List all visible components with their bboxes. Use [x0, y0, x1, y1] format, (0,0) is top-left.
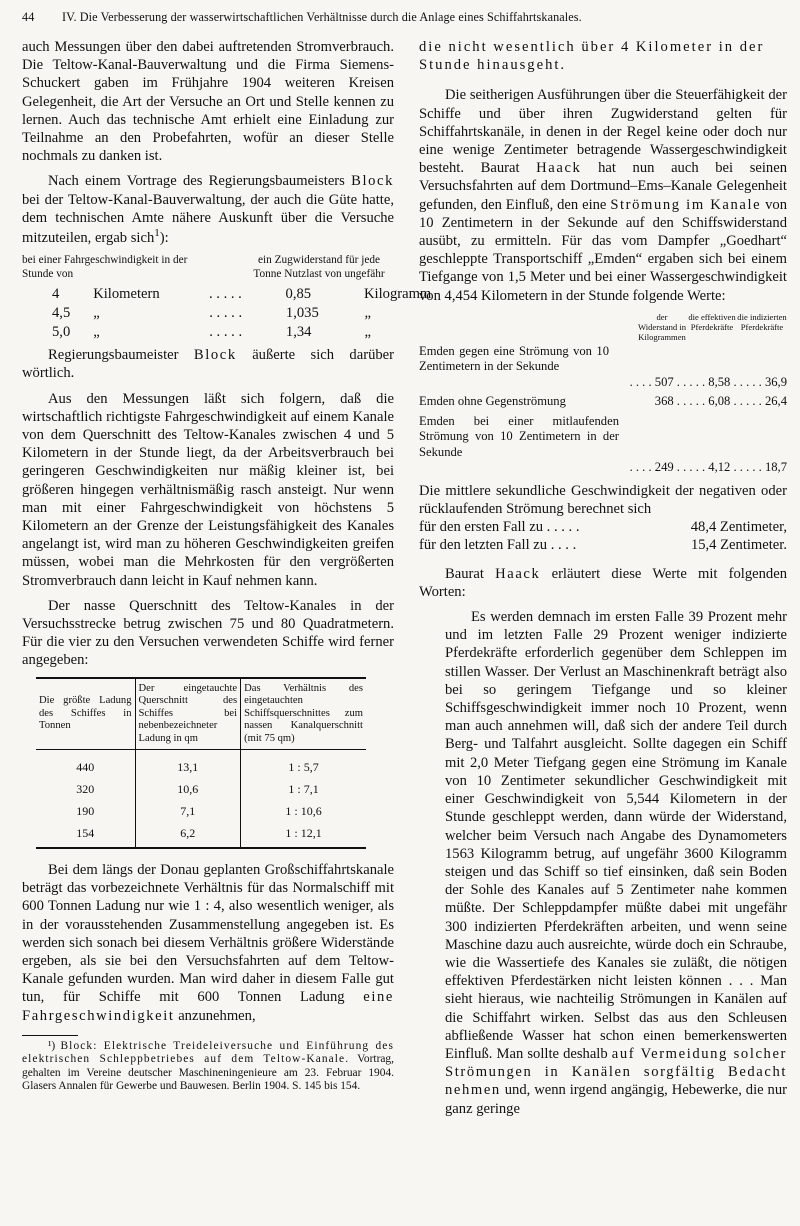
- row-values: 368 . . . . . 6,08 . . . . . 26,4: [654, 394, 787, 409]
- text: Nach einem Vortrage des Regierungsbaumeisters: [48, 173, 345, 190]
- page-number: 44: [22, 10, 35, 24]
- paragraph: [22, 172, 394, 247]
- result-label: für den ersten Fall zu . . . . .: [419, 519, 580, 536]
- text: äußerte sich darüber wörtlich.: [22, 347, 394, 382]
- paragraph: Die mittlere sekundliche Geschwindigkeit der negativen oder rücklaufenden Strömung berechnet sich: [419, 482, 787, 518]
- table-cell: 7,1: [135, 800, 241, 822]
- speed-header: bei einer Fahrgeschwindigkeit in der Stunde von: [22, 254, 188, 280]
- table-cell: 1 : 10,6: [241, 800, 366, 822]
- emphasis: Strömung im Kanale: [610, 196, 762, 213]
- table-header-cell: die indizierten Pferdekräfte: [737, 311, 787, 332]
- paragraph: Der nasse Querschnitt des Teltow-Kanales in der Versuchsstrecke betrug zwischen 75 und 80 Quadratmetern. Für die vier zu den Versuchen verwendeten Schiffe wird ferner angegeben:: [22, 597, 394, 669]
- speed-unit: „: [93, 305, 100, 322]
- page-header: [22, 10, 782, 32]
- author-name: Block: [193, 347, 237, 364]
- resistance-value: 0,85: [285, 286, 312, 303]
- table-cell: 440: [76, 760, 95, 775]
- leader-dots: . . . . .: [208, 286, 242, 303]
- text: bei der Teltow-Kanal-Bauverwaltung, der auch die Güte hatte, dem technischen Amte nähere Auskunft über die Versuche mitzuteilen, ergab sich: [22, 191, 394, 246]
- table-row: [36, 778, 366, 800]
- table-cell: 10,6: [135, 778, 241, 800]
- left-column: [22, 38, 432, 1101]
- text: Es werden demnach im ersten Falle 39 Prozent mehr und im letzten Falle 29 Prozent weniger indizierte Pferdekräfte erforderlich gegenüber dem Schleppen im stillen Wasser. Der Verlust an Maschinenkraft beträgt also bei so geringem Tiefgange und so kleiner Schiffsgeschwindigkeit immer noch 10 Prozent, wenn man auch annehmen will, daß sich der andere Teil durch Berg- und Talfahrt ausgleicht. Sollte dagegen ein Schiff mit 2,0 Meter Tiefgang gegen eine Strömung im Kanale von 10 Zentimeter sekundlicher Geschwindigkeit mit einer Geschwindigkeit von 5,544 Kilometern in der Stunde geschleppt werden, dann würde der Widerstand, welcher beim Versuch nach Angabe des Dynamometers 1563 Kilogramm betrug, auf ungefähr 3600 Kilogramm steigen und das Schiff so tief einsinken, daß sein Boden der Sohle des Kanales auf 5 Zentimeter nahe kommen müßte. Der Schleppdampfer müßte dabei mit ungefähr 300 indizierten Pferdekräften arbeiten, und wenn seine Maschine dazu auch ausreichte, würde doch ein Schraube, wie die Wassertiefe des Kanales sie zuläßt, die nötigen effektiven Pferdestärken nicht leisten können . . . Man sieht hieraus, wie nachteilig Strömungen in Kanälen auf die Schiffahrt wirken. Selbst das aus den Schleusen abfließende Wasser hat schon einen bemerkenswerten Einfluß. Man sollte deshalb: [445, 609, 787, 1062]
- table-row: [419, 414, 787, 476]
- table-header-row: [36, 678, 366, 750]
- paragraph: die nicht wesentlich über 4 Kilometer in der Stunde hinausgeht.: [419, 39, 765, 74]
- resistance-unit: Kilogramm: [364, 286, 432, 303]
- row-values: . . . . 507 . . . . . 8,58 . . . . . 36,9: [629, 374, 787, 389]
- table-header-cell: Der eingetauchte Querschnitt des Schiffes bei nebenbezeichneter Ladung in qm: [135, 678, 241, 750]
- table-row: [36, 800, 366, 822]
- resistance-unit: „: [364, 324, 372, 341]
- footnote-mark: ¹): [48, 1039, 56, 1052]
- speed-unit: „: [93, 324, 100, 341]
- text: erläutert diese Werte mit folgenden Worten:: [419, 565, 787, 600]
- measurement-row: [22, 323, 394, 342]
- table-header-cell: die effektiven Pferdekräfte: [688, 311, 736, 332]
- paragraph: [419, 86, 787, 304]
- table-cell: 190: [76, 804, 95, 819]
- text: Baurat: [445, 565, 484, 582]
- table-row: [36, 822, 366, 848]
- paragraph: [22, 861, 394, 1025]
- text: hat nun auch bei seinen Versuchsfahrten auf dem Dortmund–Ems–Kanale Gelegenheit gefunden, den Einfluß, den eine: [419, 160, 787, 213]
- measurement-row: [22, 285, 432, 304]
- speed-unit: Kilometern: [93, 286, 160, 303]
- row-label: Emden bei einer mitlaufenden Strömung von 10 Zentimetern in der Sekunde: [419, 413, 619, 459]
- table-cell: 1 : 7,1: [241, 778, 366, 800]
- table-cell: 1 : 5,7: [241, 750, 366, 779]
- text: ):: [159, 229, 169, 246]
- footnote: [22, 1040, 394, 1094]
- author-name: Haack: [536, 160, 582, 177]
- emphasis: eine Fahrgeschwindigkeit: [22, 989, 394, 1024]
- table-row: [419, 394, 787, 410]
- right-column: [419, 38, 787, 1125]
- table-cell: 1 : 12,1: [241, 822, 366, 848]
- row-label: Emden gegen eine Strömung von 10 Zentimetern in der Sekunde: [419, 343, 609, 374]
- row-values: . . . . 249 . . . . . 4,12 . . . . . 18,7: [629, 460, 787, 475]
- result-label: für den letzten Fall zu . . . .: [419, 537, 577, 554]
- ship-table: [36, 677, 366, 850]
- emphasis: auf Vermeidung solcher Strömungen in Kanälen sorgfältig Bedacht nehmen: [445, 1045, 787, 1099]
- text: Die seitherigen Ausführungen über die Steuerfähigkeit der Schiffe und über ihren Zugwiderstand gelten für Schiffahrtskanäle, in denen in der Regel keine oder doch nur eine wenige Zentimeter betragende Wassergeschwindigkeit besteht. Baurat: [419, 87, 787, 177]
- table-header-cell: der Widerstand in Kilogrammen: [637, 311, 687, 342]
- result-value: 48,4 Zentimeter,: [690, 519, 787, 536]
- footnote-title: Block: Elektrische Treideleiversuche und Einführung des elektrischen Schleppbetriebes auf dem Teltow-Kanale.: [22, 1039, 394, 1066]
- row-label: Emden ohne Gegenströmung: [419, 394, 566, 409]
- results-table: [419, 344, 787, 476]
- author-name: Block: [351, 173, 394, 190]
- paragraph: [22, 346, 394, 382]
- text: Bei dem längs der Donau geplanten Großschiffahrtskanale beträgt das vorbezeichnete Verhältnis für das Normalschiff mit 600 Tonnen Ladung nur wie 1 : 4, also wesentlich weniger, als in der vorausstehenden Zusammenstellung angegeben ist. Es werden sich sonach bei diesem Verhältnis größere Widerstände ergeben, als sie bei den Versuchsfahrten auf dem Teltow-Kanale gefunden wurden. Man wird daher in diesem Falle gut tun, für Schiffe mit 600 Tonnen Ladung: [22, 862, 394, 1006]
- measurement-list: [22, 285, 432, 342]
- speed-value: 4,5: [52, 305, 71, 322]
- footnote-ref: 1: [154, 227, 160, 240]
- text: von 10 Zentimetern in der Sekunde auf den Schiffswiderstand ausübt, zu ermitteln. Für das vom Dampfer „Goedhart“ geschleppte Transportschiff „Emden“ ergaben sich bei einem Tiefgange von 1,5 Meter und bei einer Wassergeschwindigkeit von 4,454 Kilometern in der Stunde folgende Werte:: [419, 196, 787, 304]
- text: und, wenn irgend angängig, Hebewerke, die nur ganz geringe: [445, 1082, 787, 1117]
- table-cell: 6,2: [135, 822, 241, 848]
- resistance-value: 1,035: [285, 305, 319, 322]
- table-cell: 13,1: [135, 750, 241, 779]
- text: Regierungsbaumeister: [48, 347, 179, 364]
- resistance-unit: „: [364, 305, 372, 322]
- leader-dots: . . . . .: [209, 324, 243, 341]
- footnote-divider: [22, 1035, 78, 1036]
- paragraph: auch Messungen über den dabei auftretenden Stromverbrauch. Die Teltow-Kanal-Bauverwaltung und die Firma Siemens-Schuckert gaben im Frühjahre 1904 weiteren Kreisen Gelegenheit, die Art der Versuche an Ort und Stelle kennen zu lernen. Auch das technische Amt erhielt eine Einladung zur Teilnahme an den Probefahrten, wofür an dieser Stelle nochmals zu danken ist.: [22, 39, 394, 165]
- result-value: 15,4 Zentimeter.: [690, 537, 787, 554]
- text: anzunehmen,: [178, 1007, 256, 1024]
- table-header-cell: Das Verhältnis des eingetauchten Schiffsquerschnittes zum nassen Kanalquerschnitt (mit 75 qm): [241, 678, 366, 750]
- table-cell: 154: [36, 822, 135, 848]
- paragraph: Aus den Messungen läßt sich folgern, daß die wirtschaftlich richtigste Fahrgeschwindigkeit auf einem Kanale von dem Querschnitt des Teltow-Kanales zwischen 4 und 5 Kilometern in der Stunde liegt, da der Arbeitsverbrauch bei geringeren Geschwindigkeiten nur mäßig kleiner ist, bei größeren hingegen verhältnismäßig rasch ansteigt. Nur wenn man mit einer Fahrgeschwindigkeit von höchstens 5 Kilometern an der Grenze der Leistungsfähigkeit des Kanales angelangt ist, wird man zu höheren Geschwindigkeiten greifen müssen, wobei man die Mehrkosten für den vergrößerten Stromverbrauch dann leicht in Kauf nehmen kann.: [22, 390, 394, 589]
- speed-value: 5,0: [52, 324, 71, 341]
- footnote-text: Vortrag, gehalten im Vereine deutscher Maschineningenieure am 23. Februar 1904. Glasers Annalen für Gewerbe und Bauwesen. Berlin 1904. S. 145 bis 154.: [22, 1053, 394, 1093]
- results-table-header: [419, 312, 787, 342]
- leader-dots: . . . . .: [209, 305, 243, 322]
- table-row: [36, 750, 366, 779]
- measurement-row: [22, 304, 394, 323]
- result-line: [419, 536, 787, 554]
- paragraph: [419, 565, 787, 601]
- resistance-header: ein Zugwiderstand für jede Tonne Nutzlast von ungefähr: [253, 254, 385, 280]
- resistance-value: 1,34: [285, 324, 312, 341]
- table-row: [419, 344, 787, 391]
- measurement-header: [22, 254, 394, 281]
- speed-value: 4: [52, 286, 60, 303]
- author-name: Haack: [495, 565, 541, 582]
- result-line: [419, 518, 787, 536]
- running-title: IV. Die Verbesserung der wasserwirtschaftlichen Verhältnisse durch die Anlage eines Schiffahrtskanales.: [62, 10, 582, 24]
- table-header-cell: Die größte Ladung des Schiffes in Tonnen: [36, 678, 135, 750]
- table-cell: 320: [76, 782, 95, 797]
- quotation: [419, 608, 787, 1118]
